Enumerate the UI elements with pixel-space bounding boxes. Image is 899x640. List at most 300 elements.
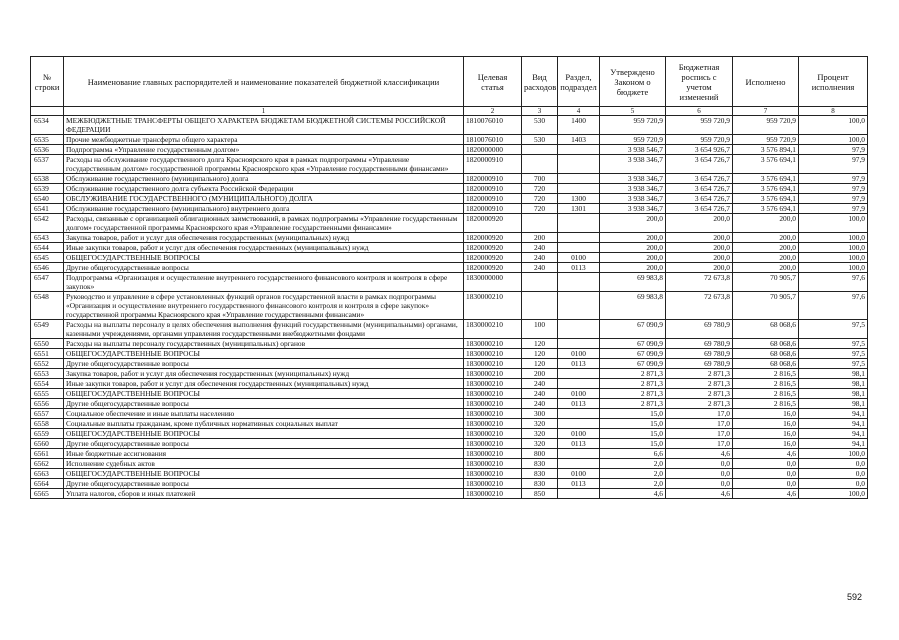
row-approved: 959 720,9 bbox=[600, 135, 666, 145]
row-percent: 0,0 bbox=[799, 459, 868, 469]
row-budget-schedule: 200,0 bbox=[666, 253, 733, 263]
header-executed: Исполнено bbox=[733, 57, 799, 107]
row-name: Закупка товаров, работ и услуг для обеспечения государственных (муниципальных) нужд bbox=[64, 233, 464, 243]
row-number: 6557 bbox=[31, 409, 64, 419]
row-approved: 2,0 bbox=[600, 469, 666, 479]
row-target-article: 1820000920 bbox=[464, 214, 522, 233]
row-target-article: 1830000210 bbox=[464, 429, 522, 439]
row-section: 1403 bbox=[558, 135, 600, 145]
table-row bbox=[31, 174, 868, 184]
row-executed: 200,0 bbox=[733, 263, 799, 273]
row-percent: 0,0 bbox=[799, 479, 868, 489]
row-number: 6541 bbox=[31, 204, 64, 214]
row-expense-type: 200 bbox=[522, 369, 558, 379]
row-executed: 0,0 bbox=[733, 479, 799, 489]
row-name: Другие общегосударственные вопросы bbox=[64, 439, 464, 449]
row-percent: 100,0 bbox=[799, 243, 868, 253]
row-budget-schedule: 959 720,9 bbox=[666, 135, 733, 145]
row-expense-type: 240 bbox=[522, 263, 558, 273]
row-budget-schedule: 69 780,9 bbox=[666, 349, 733, 359]
row-expense-type: 700 bbox=[522, 174, 558, 184]
row-expense-type: 720 bbox=[522, 184, 558, 194]
row-approved: 2 871,3 bbox=[600, 369, 666, 379]
row-executed: 200,0 bbox=[733, 253, 799, 263]
table-row bbox=[31, 359, 868, 369]
row-budget-schedule: 69 780,9 bbox=[666, 359, 733, 369]
row-executed: 70 905,7 bbox=[733, 273, 799, 292]
row-name: Исполнение судебных актов bbox=[64, 459, 464, 469]
table-row bbox=[31, 253, 868, 263]
row-percent: 97,9 bbox=[799, 184, 868, 194]
row-target-article: 1830000210 bbox=[464, 320, 522, 339]
row-approved: 2,0 bbox=[600, 459, 666, 469]
row-expense-type bbox=[522, 292, 558, 320]
row-percent: 94,1 bbox=[799, 419, 868, 429]
row-expense-type: 240 bbox=[522, 399, 558, 409]
row-expense-type: 320 bbox=[522, 439, 558, 449]
row-percent: 97,5 bbox=[799, 349, 868, 359]
row-executed: 3 576 894,1 bbox=[733, 145, 799, 155]
row-section: 1300 bbox=[558, 194, 600, 204]
row-section bbox=[558, 489, 600, 499]
row-budget-schedule: 72 673,8 bbox=[666, 292, 733, 320]
table-row bbox=[31, 349, 868, 359]
row-budget-schedule: 200,0 bbox=[666, 233, 733, 243]
row-budget-schedule: 200,0 bbox=[666, 263, 733, 273]
row-number: 6545 bbox=[31, 253, 64, 263]
row-approved: 959 720,9 bbox=[600, 116, 666, 135]
table-row bbox=[31, 479, 868, 489]
header-budget-schedule: Бюджетная роспись с учетом изменений bbox=[666, 57, 733, 107]
row-number: 6539 bbox=[31, 184, 64, 194]
column-number: 1 bbox=[64, 107, 464, 116]
table-row bbox=[31, 184, 868, 194]
row-section bbox=[558, 459, 600, 469]
row-expense-type: 240 bbox=[522, 253, 558, 263]
row-name: Обслуживание государственного (муниципального) внутреннего долга bbox=[64, 204, 464, 214]
column-number: 6 bbox=[666, 107, 733, 116]
row-number: 6552 bbox=[31, 359, 64, 369]
row-executed: 16,0 bbox=[733, 419, 799, 429]
row-percent: 98,1 bbox=[799, 369, 868, 379]
row-percent: 97,9 bbox=[799, 145, 868, 155]
row-executed: 16,0 bbox=[733, 439, 799, 449]
row-executed: 200,0 bbox=[733, 233, 799, 243]
row-target-article: 1830000210 bbox=[464, 369, 522, 379]
row-target-article: 1820000910 bbox=[464, 174, 522, 184]
row-section bbox=[558, 145, 600, 155]
budget-execution-table bbox=[30, 56, 868, 499]
row-section bbox=[558, 339, 600, 349]
row-executed: 2 816,5 bbox=[733, 379, 799, 389]
table-row bbox=[31, 243, 868, 253]
row-executed: 2 816,5 bbox=[733, 369, 799, 379]
column-number: 7 bbox=[733, 107, 799, 116]
table-row bbox=[31, 145, 868, 155]
row-approved: 15,0 bbox=[600, 419, 666, 429]
row-expense-type: 320 bbox=[522, 419, 558, 429]
row-target-article: 1830000210 bbox=[464, 439, 522, 449]
row-target-article: 1830000210 bbox=[464, 489, 522, 499]
row-approved: 3 938 346,7 bbox=[600, 204, 666, 214]
row-approved: 200,0 bbox=[600, 263, 666, 273]
row-name: Иные бюджетные ассигнования bbox=[64, 449, 464, 459]
row-percent: 98,1 bbox=[799, 389, 868, 399]
row-target-article: 1830000210 bbox=[464, 419, 522, 429]
row-number: 6535 bbox=[31, 135, 64, 145]
row-expense-type: 120 bbox=[522, 359, 558, 369]
table-row bbox=[31, 214, 868, 233]
row-expense-type: 300 bbox=[522, 409, 558, 419]
row-percent: 97,6 bbox=[799, 292, 868, 320]
column-number: 4 bbox=[558, 107, 600, 116]
row-expense-type bbox=[522, 155, 558, 174]
row-approved: 15,0 bbox=[600, 439, 666, 449]
row-expense-type: 120 bbox=[522, 349, 558, 359]
row-percent: 97,5 bbox=[799, 339, 868, 349]
row-name: МЕЖБЮДЖЕТНЫЕ ТРАНСФЕРТЫ ОБЩЕГО ХАРАКТЕРА БЮДЖЕТАМ БЮДЖЕТНОЙ СИСТЕМЫ РОССИЙСКОЙ ФЕДЕРАЦИИ bbox=[64, 116, 464, 135]
row-budget-schedule: 3 654 726,7 bbox=[666, 155, 733, 174]
row-section: 0113 bbox=[558, 399, 600, 409]
row-budget-schedule: 69 780,9 bbox=[666, 339, 733, 349]
row-section: 0113 bbox=[558, 359, 600, 369]
row-budget-schedule: 200,0 bbox=[666, 214, 733, 233]
row-approved: 3 938 546,7 bbox=[600, 145, 666, 155]
row-percent: 97,6 bbox=[799, 273, 868, 292]
row-target-article: 1830000210 bbox=[464, 479, 522, 489]
table-body bbox=[31, 116, 868, 499]
row-executed: 0,0 bbox=[733, 469, 799, 479]
row-target-article: 1820000910 bbox=[464, 204, 522, 214]
row-number: 6542 bbox=[31, 214, 64, 233]
row-number: 6561 bbox=[31, 449, 64, 459]
row-expense-type: 120 bbox=[522, 339, 558, 349]
row-section: 0100 bbox=[558, 253, 600, 263]
row-number: 6554 bbox=[31, 379, 64, 389]
table-row bbox=[31, 233, 868, 243]
column-number: 8 bbox=[799, 107, 868, 116]
row-target-article: 1820000920 bbox=[464, 243, 522, 253]
table-row bbox=[31, 419, 868, 429]
row-section: 1400 bbox=[558, 116, 600, 135]
row-name: ОБЩЕГОСУДАРСТВЕННЫЕ ВОПРОСЫ bbox=[64, 253, 464, 263]
row-percent: 0,0 bbox=[799, 469, 868, 479]
row-name: Расходы на выплаты персоналу государственных (муниципальных) органов bbox=[64, 339, 464, 349]
row-section bbox=[558, 320, 600, 339]
row-number: 6556 bbox=[31, 399, 64, 409]
row-target-article: 1830000210 bbox=[464, 449, 522, 459]
row-expense-type: 830 bbox=[522, 459, 558, 469]
row-section: 0113 bbox=[558, 263, 600, 273]
row-number: 6563 bbox=[31, 469, 64, 479]
row-approved: 200,0 bbox=[600, 233, 666, 243]
row-number: 6562 bbox=[31, 459, 64, 469]
row-budget-schedule: 4,6 bbox=[666, 449, 733, 459]
row-name: Расходы, связанные с организацией облигационных заимствований, в рамках подпрограммы «Управление государственным долгом» государственной программы Красноярского края «Управление государственными финансами» bbox=[64, 214, 464, 233]
row-expense-type: 100 bbox=[522, 320, 558, 339]
row-percent: 100,0 bbox=[799, 233, 868, 243]
row-number: 6537 bbox=[31, 155, 64, 174]
row-target-article: 1830000210 bbox=[464, 459, 522, 469]
row-section: 0100 bbox=[558, 469, 600, 479]
table-row bbox=[31, 449, 868, 459]
row-percent: 94,1 bbox=[799, 429, 868, 439]
table-row bbox=[31, 263, 868, 273]
row-executed: 68 068,6 bbox=[733, 349, 799, 359]
row-section: 1301 bbox=[558, 204, 600, 214]
row-name: Руководство и управление в сфере установленных функций органов государственной власти в рамках подпрограммы «Организация и осуществление внутреннего государственного финансового контроля и контроля в сфере закупок» государственной программы Красноярского края «Управление государственными финансами» bbox=[64, 292, 464, 320]
row-budget-schedule: 72 673,8 bbox=[666, 273, 733, 292]
row-executed: 70 905,7 bbox=[733, 292, 799, 320]
row-name: Другие общегосударственные вопросы bbox=[64, 399, 464, 409]
row-approved: 200,0 bbox=[600, 214, 666, 233]
row-approved: 3 938 346,7 bbox=[600, 155, 666, 174]
row-name: Подпрограмма «Организация и осуществление внутреннего государственного финансового контроля и контроля в сфере закупок» bbox=[64, 273, 464, 292]
header-section: Раздел, подраздел bbox=[558, 57, 600, 107]
row-number: 6550 bbox=[31, 339, 64, 349]
page-number: 592 bbox=[846, 592, 862, 602]
row-section bbox=[558, 292, 600, 320]
row-expense-type: 530 bbox=[522, 116, 558, 135]
row-section bbox=[558, 449, 600, 459]
row-section bbox=[558, 155, 600, 174]
row-executed: 68 068,6 bbox=[733, 339, 799, 349]
row-approved: 4,6 bbox=[600, 489, 666, 499]
table-row bbox=[31, 439, 868, 449]
row-percent: 97,9 bbox=[799, 204, 868, 214]
row-number: 6559 bbox=[31, 429, 64, 439]
row-name: Закупка товаров, работ и услуг для обеспечения государственных (муниципальных) нужд bbox=[64, 369, 464, 379]
column-numbers-row bbox=[31, 107, 868, 116]
row-section bbox=[558, 369, 600, 379]
table-row bbox=[31, 369, 868, 379]
row-percent: 97,5 bbox=[799, 359, 868, 369]
row-section: 0100 bbox=[558, 389, 600, 399]
row-budget-schedule: 2 871,3 bbox=[666, 379, 733, 389]
row-target-article: 1820000920 bbox=[464, 263, 522, 273]
row-section: 0113 bbox=[558, 479, 600, 489]
row-name: Расходы на обслуживание государственного долга Красноярского края в рамках подпрограммы «Управление государственным долгом» государственной программы Красноярского края «Управление государственными финансами» bbox=[64, 155, 464, 174]
row-budget-schedule: 4,6 bbox=[666, 489, 733, 499]
table-row bbox=[31, 409, 868, 419]
row-name: ОБЩЕГОСУДАРСТВЕННЫЕ ВОПРОСЫ bbox=[64, 389, 464, 399]
row-budget-schedule: 3 654 726,7 bbox=[666, 204, 733, 214]
row-budget-schedule: 3 654 726,7 bbox=[666, 194, 733, 204]
row-expense-type: 530 bbox=[522, 135, 558, 145]
row-name: ОБЩЕГОСУДАРСТВЕННЫЕ ВОПРОСЫ bbox=[64, 469, 464, 479]
row-name: Другие общегосударственные вопросы bbox=[64, 263, 464, 273]
row-percent: 100,0 bbox=[799, 253, 868, 263]
row-section bbox=[558, 379, 600, 389]
row-number: 6553 bbox=[31, 369, 64, 379]
row-section: 0100 bbox=[558, 349, 600, 359]
row-budget-schedule: 200,0 bbox=[666, 243, 733, 253]
header-target-article: Целевая статья bbox=[464, 57, 522, 107]
row-executed: 3 576 694,1 bbox=[733, 194, 799, 204]
row-name: ОБСЛУЖИВАНИЕ ГОСУДАРСТВЕННОГО (МУНИЦИПАЛЬНОГО) ДОЛГА bbox=[64, 194, 464, 204]
row-executed: 16,0 bbox=[733, 409, 799, 419]
row-approved: 200,0 bbox=[600, 253, 666, 263]
row-number: 6564 bbox=[31, 479, 64, 489]
table-row bbox=[31, 273, 868, 292]
table-row bbox=[31, 379, 868, 389]
row-target-article: 1830000210 bbox=[464, 292, 522, 320]
row-expense-type: 720 bbox=[522, 204, 558, 214]
row-budget-schedule: 2 871,3 bbox=[666, 389, 733, 399]
row-approved: 3 938 346,7 bbox=[600, 194, 666, 204]
row-budget-schedule: 0,0 bbox=[666, 469, 733, 479]
row-target-article: 1820000920 bbox=[464, 253, 522, 263]
column-number: 5 bbox=[600, 107, 666, 116]
row-executed: 2 816,5 bbox=[733, 399, 799, 409]
row-percent: 98,1 bbox=[799, 379, 868, 389]
row-number: 6543 bbox=[31, 233, 64, 243]
row-approved: 3 938 346,7 bbox=[600, 174, 666, 184]
row-expense-type: 850 bbox=[522, 489, 558, 499]
table-row bbox=[31, 459, 868, 469]
row-percent: 100,0 bbox=[799, 489, 868, 499]
row-section bbox=[558, 233, 600, 243]
row-budget-schedule: 69 780,9 bbox=[666, 320, 733, 339]
row-section: 0113 bbox=[558, 439, 600, 449]
header-approved: Утверждено Законом о бюджете bbox=[600, 57, 666, 107]
row-expense-type: 320 bbox=[522, 429, 558, 439]
row-expense-type: 240 bbox=[522, 379, 558, 389]
row-section bbox=[558, 419, 600, 429]
row-number: 6548 bbox=[31, 292, 64, 320]
header-row-number: № строки bbox=[31, 57, 64, 107]
row-section bbox=[558, 214, 600, 233]
row-executed: 2 816,5 bbox=[733, 389, 799, 399]
row-percent: 100,0 bbox=[799, 135, 868, 145]
table-row bbox=[31, 469, 868, 479]
row-executed: 4,6 bbox=[733, 489, 799, 499]
row-budget-schedule: 3 654 726,7 bbox=[666, 174, 733, 184]
row-executed: 3 576 694,1 bbox=[733, 184, 799, 194]
row-percent: 97,9 bbox=[799, 174, 868, 184]
table-row bbox=[31, 155, 868, 174]
row-target-article: 1830000210 bbox=[464, 469, 522, 479]
row-approved: 67 090,9 bbox=[600, 339, 666, 349]
row-executed: 200,0 bbox=[733, 214, 799, 233]
row-target-article: 1830000210 bbox=[464, 349, 522, 359]
row-expense-type bbox=[522, 214, 558, 233]
row-number: 6565 bbox=[31, 489, 64, 499]
row-executed: 68 068,6 bbox=[733, 320, 799, 339]
row-budget-schedule: 17,0 bbox=[666, 409, 733, 419]
row-percent: 97,9 bbox=[799, 194, 868, 204]
row-expense-type: 240 bbox=[522, 243, 558, 253]
row-budget-schedule: 17,0 bbox=[666, 429, 733, 439]
row-budget-schedule: 959 720,9 bbox=[666, 116, 733, 135]
row-name: ОБЩЕГОСУДАРСТВЕННЫЕ ВОПРОСЫ bbox=[64, 349, 464, 359]
row-percent: 98,1 bbox=[799, 399, 868, 409]
row-target-article: 1830000000 bbox=[464, 273, 522, 292]
row-target-article: 1830000210 bbox=[464, 409, 522, 419]
row-name: Иные закупки товаров, работ и услуг для обеспечения государственных (муниципальных) нужд bbox=[64, 243, 464, 253]
row-budget-schedule: 2 871,3 bbox=[666, 369, 733, 379]
row-expense-type bbox=[522, 273, 558, 292]
row-target-article: 1830000210 bbox=[464, 389, 522, 399]
row-budget-schedule: 2 871,3 bbox=[666, 399, 733, 409]
row-approved: 67 090,9 bbox=[600, 349, 666, 359]
row-expense-type: 720 bbox=[522, 194, 558, 204]
row-section bbox=[558, 243, 600, 253]
row-approved: 67 090,9 bbox=[600, 359, 666, 369]
table-row bbox=[31, 204, 868, 214]
row-section: 0100 bbox=[558, 429, 600, 439]
row-budget-schedule: 3 654 926,7 bbox=[666, 145, 733, 155]
table-row bbox=[31, 320, 868, 339]
row-percent: 94,1 bbox=[799, 439, 868, 449]
row-percent: 94,1 bbox=[799, 409, 868, 419]
row-target-article: 1820000910 bbox=[464, 194, 522, 204]
row-name: Социальное обеспечение и иные выплаты населению bbox=[64, 409, 464, 419]
row-target-article: 1820000920 bbox=[464, 233, 522, 243]
row-approved: 2 871,3 bbox=[600, 379, 666, 389]
row-approved: 200,0 bbox=[600, 243, 666, 253]
row-budget-schedule: 17,0 bbox=[666, 439, 733, 449]
row-name: Социальные выплаты гражданам, кроме публичных нормативных социальных выплат bbox=[64, 419, 464, 429]
row-expense-type: 240 bbox=[522, 389, 558, 399]
table-row bbox=[31, 116, 868, 135]
row-number: 6551 bbox=[31, 349, 64, 359]
row-target-article: 1810076010 bbox=[464, 116, 522, 135]
row-target-article: 1810076010 bbox=[464, 135, 522, 145]
row-number: 6547 bbox=[31, 273, 64, 292]
column-number bbox=[31, 107, 64, 116]
row-number: 6555 bbox=[31, 389, 64, 399]
header-expense-type: Вид расходов bbox=[522, 57, 558, 107]
row-number: 6536 bbox=[31, 145, 64, 155]
row-name: Обслуживание государственного (муниципального) долга bbox=[64, 174, 464, 184]
row-expense-type: 200 bbox=[522, 233, 558, 243]
row-target-article: 1830000210 bbox=[464, 399, 522, 409]
row-section bbox=[558, 409, 600, 419]
row-budget-schedule: 3 654 726,7 bbox=[666, 184, 733, 194]
row-executed: 0,0 bbox=[733, 459, 799, 469]
row-number: 6558 bbox=[31, 419, 64, 429]
row-name: Другие общегосударственные вопросы bbox=[64, 479, 464, 489]
row-number: 6538 bbox=[31, 174, 64, 184]
row-name: Расходы на выплаты персоналу в целях обеспечения выполнения функций государственными (муниципальными) органами, казенными учреждениями, органами управления государственными внебюджетными фондами bbox=[64, 320, 464, 339]
row-expense-type: 830 bbox=[522, 469, 558, 479]
row-target-article: 1820000910 bbox=[464, 184, 522, 194]
row-executed: 3 576 694,1 bbox=[733, 174, 799, 184]
row-name: Уплата налогов, сборов и иных платежей bbox=[64, 489, 464, 499]
table-row bbox=[31, 429, 868, 439]
row-name: Иные закупки товаров, работ и услуг для обеспечения государственных (муниципальных) нужд bbox=[64, 379, 464, 389]
row-executed: 68 068,6 bbox=[733, 359, 799, 369]
row-budget-schedule: 17,0 bbox=[666, 419, 733, 429]
row-section bbox=[558, 174, 600, 184]
row-percent: 100,0 bbox=[799, 449, 868, 459]
table-row bbox=[31, 194, 868, 204]
row-percent: 100,0 bbox=[799, 214, 868, 233]
row-budget-schedule: 0,0 bbox=[666, 459, 733, 469]
row-budget-schedule: 0,0 bbox=[666, 479, 733, 489]
row-name: Подпрограмма «Управление государственным долгом» bbox=[64, 145, 464, 155]
row-expense-type bbox=[522, 145, 558, 155]
row-executed: 200,0 bbox=[733, 243, 799, 253]
row-name: ОБЩЕГОСУДАРСТВЕННЫЕ ВОПРОСЫ bbox=[64, 429, 464, 439]
row-name: Другие общегосударственные вопросы bbox=[64, 359, 464, 369]
row-section bbox=[558, 273, 600, 292]
row-expense-type: 830 bbox=[522, 479, 558, 489]
table-row bbox=[31, 399, 868, 409]
row-executed: 4,6 bbox=[733, 449, 799, 459]
row-percent: 97,5 bbox=[799, 320, 868, 339]
